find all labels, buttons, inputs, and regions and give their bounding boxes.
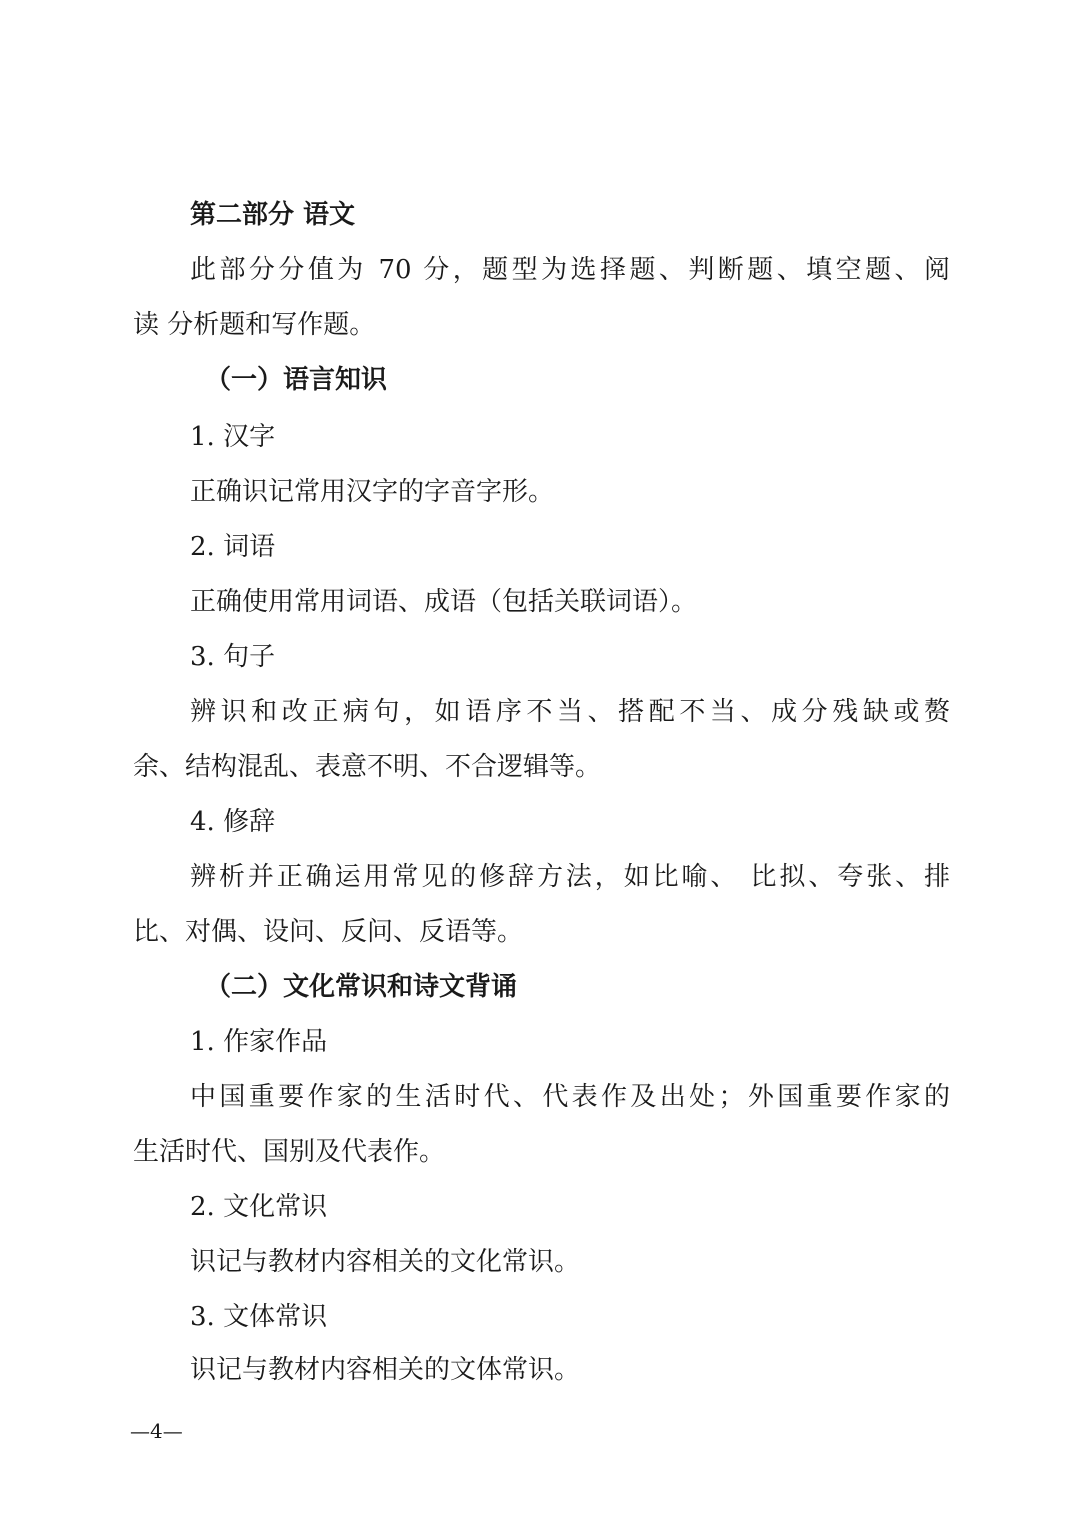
item-text: 辨识和改正病句，如语序不当、搭配不当、成分残缺或赘 — [190, 697, 950, 727]
item-title: 4. 修辞 — [190, 807, 276, 837]
intro-line-2: 读 分析题和写作题。 — [133, 310, 376, 340]
item-text: 中国重要作家的生活时代、代表作及出处；外国重要作家的 — [190, 1082, 950, 1112]
item-title: 1. 汉字 — [190, 422, 276, 452]
section-title: 第二部分 语文 — [190, 200, 356, 230]
item-text: 比、对偶、设问、反问、反语等。 — [133, 917, 524, 947]
item-text: 识记与教材内容相关的文体常识。 — [190, 1355, 581, 1385]
item-text: 生活时代、国别及代表作。 — [133, 1137, 446, 1167]
part2-heading: （二）文化常识和诗文背诵 — [205, 972, 518, 1002]
item-title: 2. 文化常识 — [190, 1192, 328, 1222]
page-number: —4— — [130, 1419, 183, 1443]
item-text: 正确识记常用汉字的字音字形。 — [190, 477, 555, 507]
item-title: 3. 句子 — [190, 642, 276, 672]
item-title: 2. 词语 — [190, 532, 276, 562]
part1-heading: （一）语言知识 — [205, 365, 388, 395]
item-title: 1. 作家作品 — [190, 1027, 328, 1057]
item-text: 辨析并正确运用常见的修辞方法，如比喻、 比拟、夸张、排 — [190, 862, 950, 892]
item-text: 识记与教材内容相关的文化常识。 — [190, 1247, 581, 1277]
intro-line-1: 此部分分值为 70 分，题型为选择题、判断题、填空题、阅 — [190, 255, 950, 285]
item-text: 余、结构混乱、表意不明、不合逻辑等。 — [133, 752, 602, 782]
item-title: 3. 文体常识 — [190, 1302, 328, 1332]
item-text: 正确使用常用词语、成语（包括关联词语）。 — [190, 587, 698, 617]
